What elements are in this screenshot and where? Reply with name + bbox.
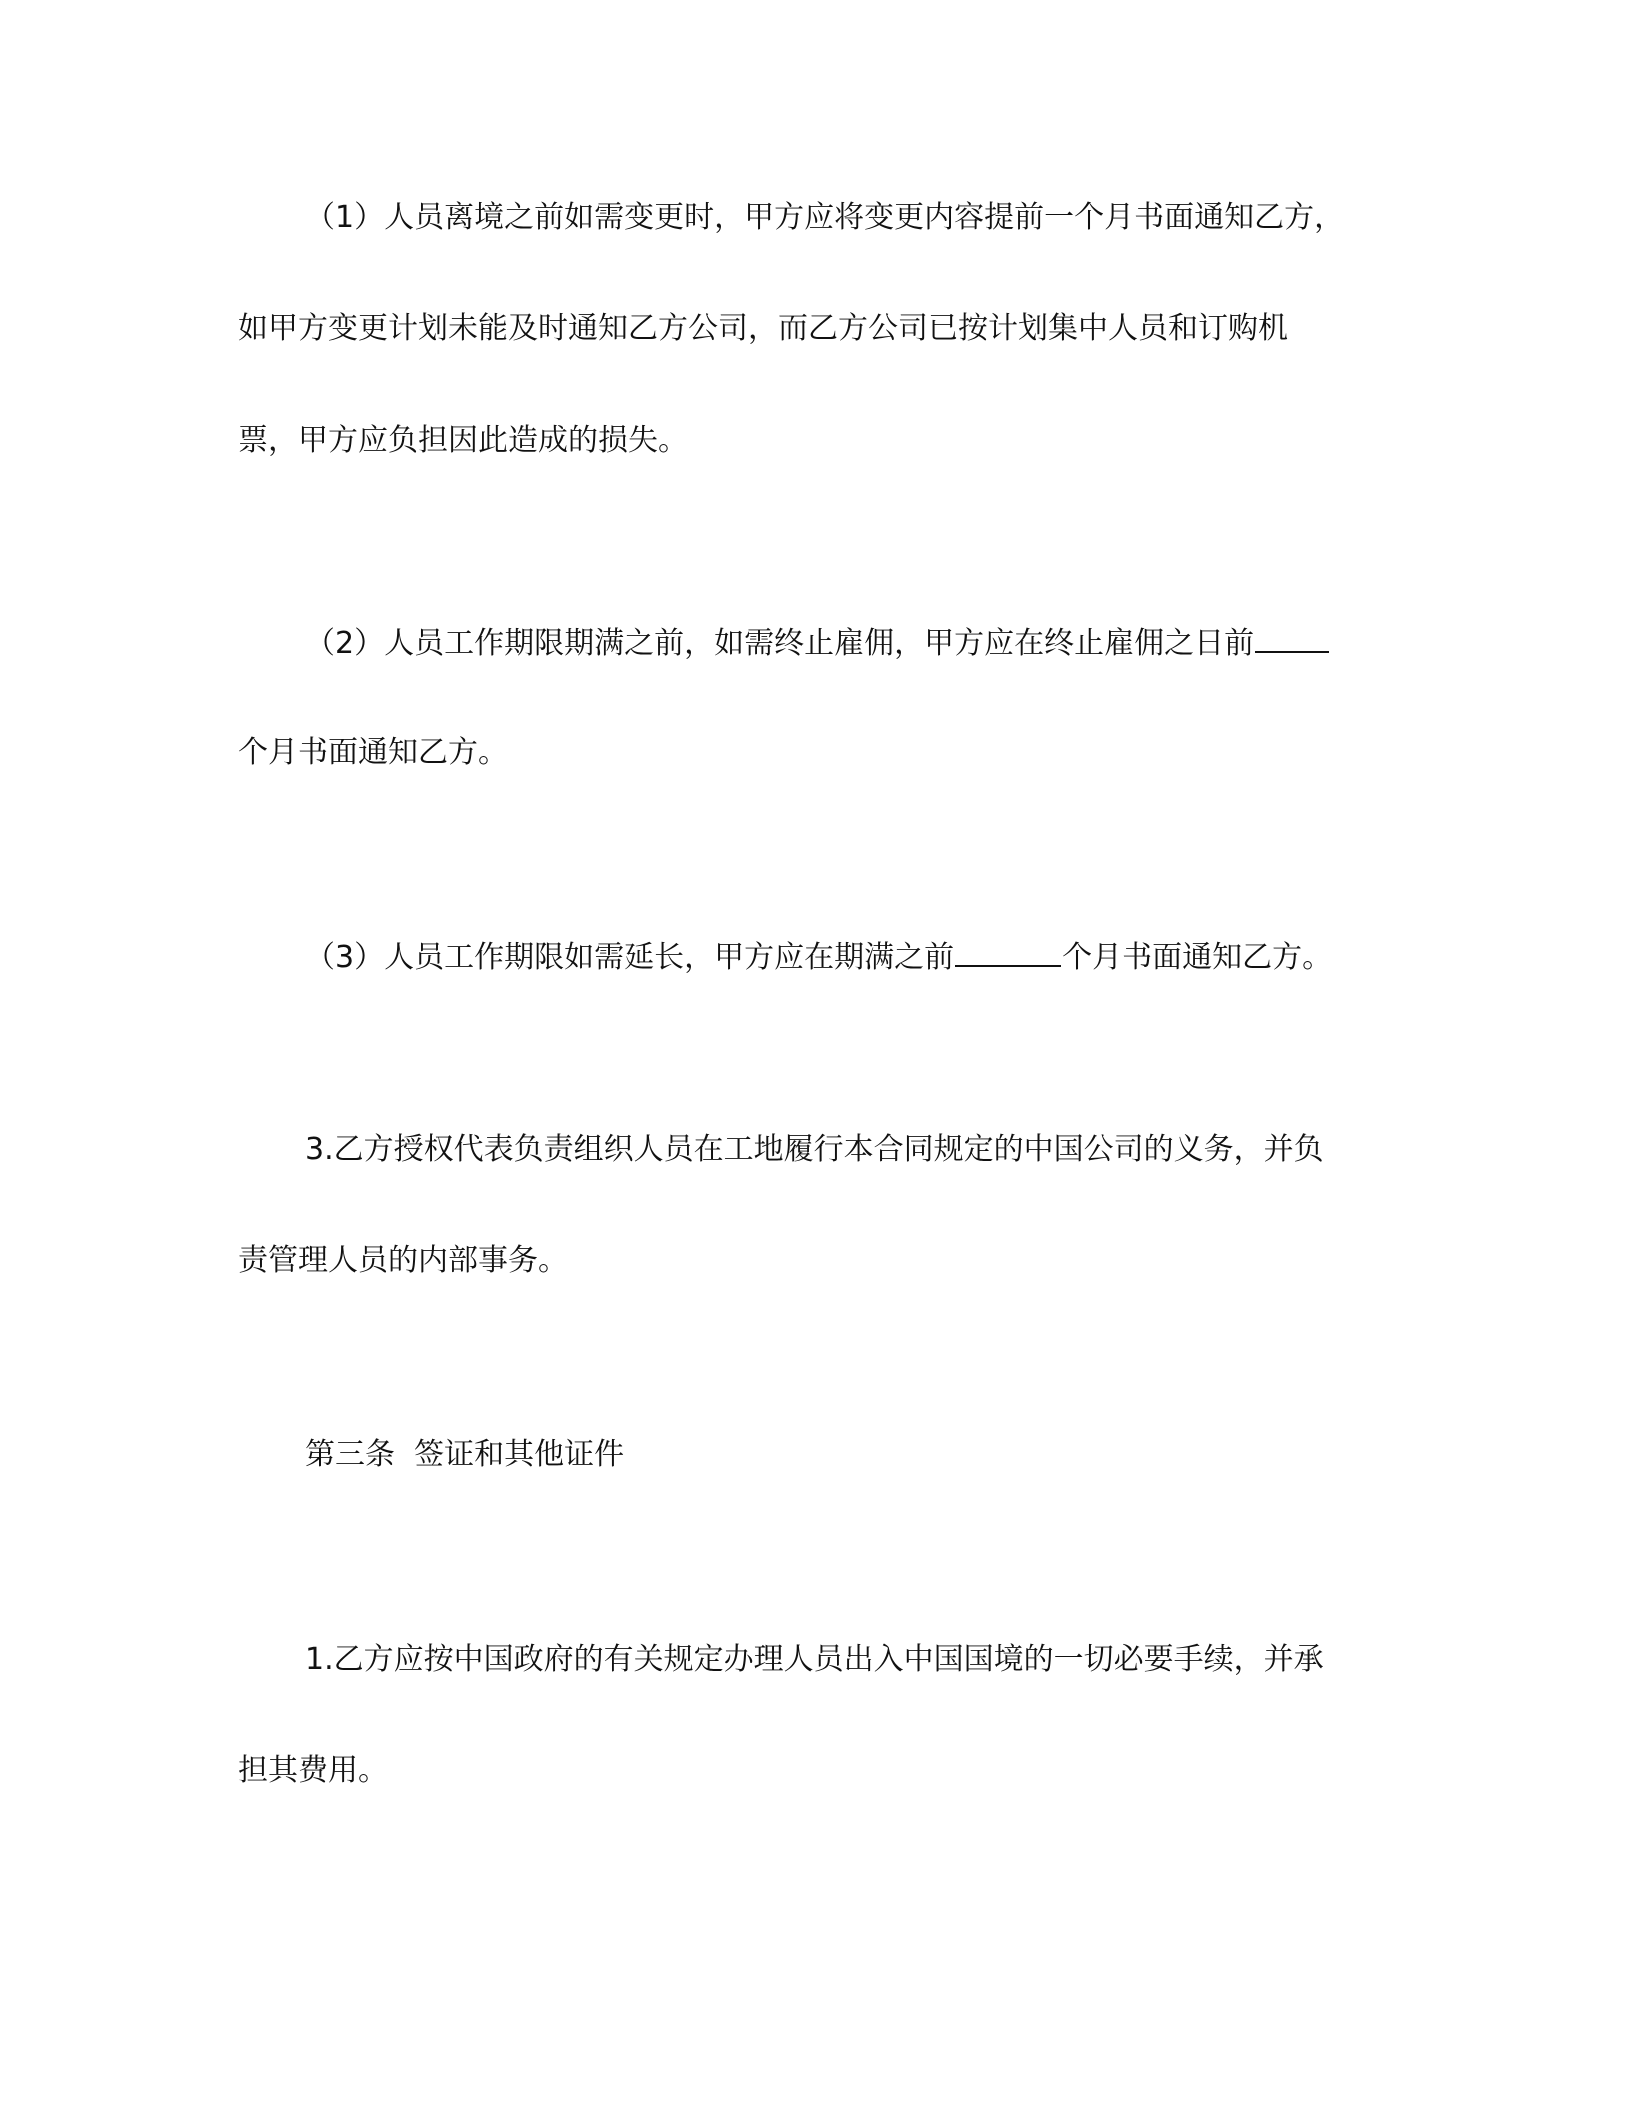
paragraph-5-line-2: 担其费用。 (238, 1753, 388, 1788)
paragraph-4-line-2: 责管理人员的内部事务。 (238, 1243, 568, 1278)
paragraph-3-line-1 (305, 935, 1332, 978)
paragraph-2-line-1 (305, 621, 1330, 664)
paragraph-1-line-2: 如甲方变更计划未能及时通知乙方公司，而乙方公司已按计划集中人员和订购机 (238, 311, 1288, 346)
paragraph-3-text-before: （3）人员工作期限如需延长，甲方应在期满之前 (305, 940, 955, 975)
paragraph-4-line-1: 3.乙方授权代表负责组织人员在工地履行本合同规定的中国公司的义务，并负 (305, 1132, 1324, 1167)
fill-in-blank (1255, 621, 1329, 653)
section-heading: 第三条 签证和其他证件 (305, 1437, 625, 1472)
paragraph-5-line-1: 1.乙方应按中国政府的有关规定办理人员出入中国国境的一切必要手续，并承 (305, 1642, 1324, 1677)
paragraph-2-text: （2）人员工作期限期满之前，如需终止雇佣，甲方应在终止雇佣之日前 (305, 626, 1255, 661)
paragraph-1-line-3: 票，甲方应负担因此造成的损失。 (238, 423, 688, 458)
paragraph-1-line-1: （1）人员离境之前如需变更时，甲方应将变更内容提前一个月书面通知乙方， (305, 200, 1345, 235)
fill-in-blank (955, 935, 1061, 967)
paragraph-2-line-2: 个月书面通知乙方。 (238, 735, 508, 770)
paragraph-3-text-after: 个月书面通知乙方。 (1062, 940, 1333, 975)
